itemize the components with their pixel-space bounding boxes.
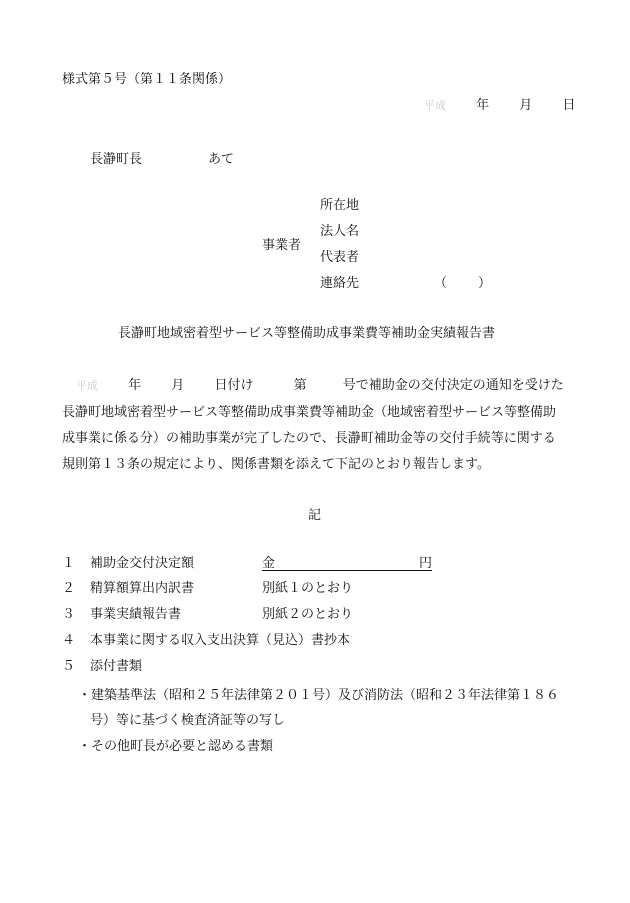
date-era: 平成 — [424, 99, 446, 112]
document-title: 長瀞町地域密着型サービス等整備助成事業費等補助金実績報告書 — [118, 326, 496, 341]
applicant-corporation-label: 法人名 — [320, 224, 360, 239]
date-day: 日 — [562, 98, 576, 113]
date-line — [424, 94, 575, 113]
attachment-line-1: ・建築基準法（昭和２５年法律第２０１号）及び消防法（昭和２３年法律第１８６ — [78, 688, 560, 703]
item-number: ４ — [62, 633, 76, 648]
date-year: 年 — [476, 98, 490, 113]
item-value: 別紙１のとおり — [262, 581, 354, 596]
item-label: 補助金交付決定額 — [90, 556, 195, 571]
body-month: 月 — [171, 378, 185, 393]
attachment-line-2: 号）等に基づく検査済証等の写し — [90, 713, 286, 728]
body-dated: 日付け — [214, 378, 254, 393]
applicant-label: 事業者 — [262, 238, 302, 253]
amount-suffix: 円 — [418, 556, 432, 571]
item-value: 別紙２のとおり — [262, 607, 354, 622]
amount-field — [262, 552, 432, 571]
contact-paren-close: ） — [478, 276, 492, 291]
applicant-contact-label: 連絡先 — [320, 276, 360, 291]
contact-paren-open: （ — [434, 276, 448, 291]
addressee-suffix: あて — [208, 152, 235, 167]
item-number: ５ — [62, 659, 76, 674]
item-label: 本事業に関する収入支出決算（見込）書抄本 — [90, 633, 351, 648]
body-era: 平成 — [76, 379, 98, 392]
body-line-1 — [62, 374, 564, 393]
ki-heading: 記 — [308, 508, 322, 523]
amount-prefix: 金 — [262, 556, 276, 571]
item-label: 事業実績報告書 — [90, 607, 182, 622]
date-month: 月 — [519, 98, 533, 113]
body-line-3: 成事業に係る分）の補助事業が完了したので、長瀞町補助金等の交付手続等に関する — [62, 431, 556, 446]
body-line-2: 長瀞町地域密着型サービス等整備助成事業費等補助金（地域密着型サービス等整備助 — [62, 405, 557, 420]
form-number: 様式第５号（第１１条関係） — [62, 72, 232, 87]
body-line1-rest: 号で補助金の交付決定の通知を受けた — [342, 378, 564, 393]
attachment-line-3: ・その他町長が必要と認める書類 — [78, 739, 274, 754]
item-label: 添付書類 — [90, 659, 143, 674]
body-line-4: 規則第１３条の規定により、関係書類を添えて下記のとおり報告します。 — [62, 457, 490, 472]
addressee-name: 長瀞町長 — [90, 152, 143, 167]
body-number-prefix: 第 — [293, 378, 307, 393]
applicant-location-label: 所在地 — [320, 198, 360, 213]
item-label: 精算額算出内訳書 — [90, 581, 195, 596]
item-number: ３ — [62, 607, 76, 622]
item-number: ２ — [62, 581, 76, 596]
applicant-representative-label: 代表者 — [320, 250, 360, 265]
body-year: 年 — [128, 378, 142, 393]
item-number: １ — [62, 556, 76, 571]
